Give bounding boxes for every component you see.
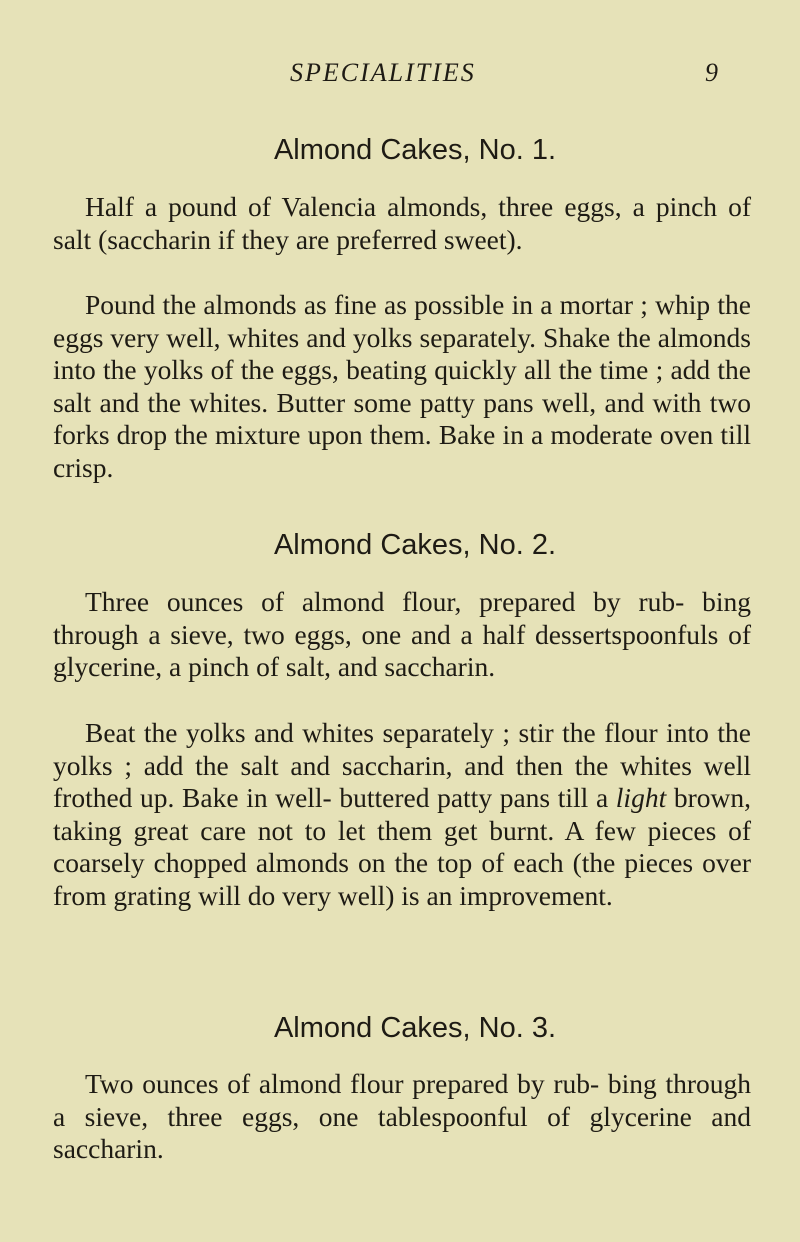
running-title: SPECIALITIES [290,58,476,87]
recipe-3-paragraph-1: Two ounces of almond flour prepared by rub- bing through a sieve, three eggs, one tablespoonful of glycerine and saccharin. [53,1068,751,1164]
recipe-title-3: Almond Cakes, No. 3. [273,1012,557,1044]
recipe-1-paragraph-1: Half a pound of Valencia almonds, three eggs, a pinch of salt (saccharin if they are preferred sweet). [53,191,751,255]
page-number: 9 [705,58,718,87]
recipe-2-paragraph-2-after: brown, taking great care not to let them get burnt. A few pieces of coarsely chopped almonds on the top of each (the pieces over from grating will do very well) is an improvement. [53,782,751,911]
recipe-2-paragraph-1: Three ounces of almond flour, prepared by rub- bing through a sieve, two eggs, one and a half dessertspoonfuls of glycerine, a pinch of salt, and saccharin. [53,586,751,682]
recipe-title-2: Almond Cakes, No. 2. [273,529,557,561]
running-head [0,58,800,92]
recipe-2-paragraph-2-before: Beat the yolks and whites separately ; stir the flour into the yolks ; add the salt and saccharin, and then the whites well frothed up. Bake in well- buttered patty pans till a [53,717,751,813]
recipe-2-paragraph-2-italic: light [615,782,667,813]
recipe-1-paragraph-2: Pound the almonds as fine as possible in a mortar ; whip the eggs very well, whites and yolks separately. Shake the almonds into the yolks of the eggs, beating quickly all the time ; add the salt and the whites. Butter some patty pans well, and with two forks drop the mixture upon them. Bake in a moderate oven till crisp. [53,289,751,483]
recipe-title-1: Almond Cakes, No. 1. [273,134,557,166]
recipe-2-paragraph-2 [53,717,751,912]
